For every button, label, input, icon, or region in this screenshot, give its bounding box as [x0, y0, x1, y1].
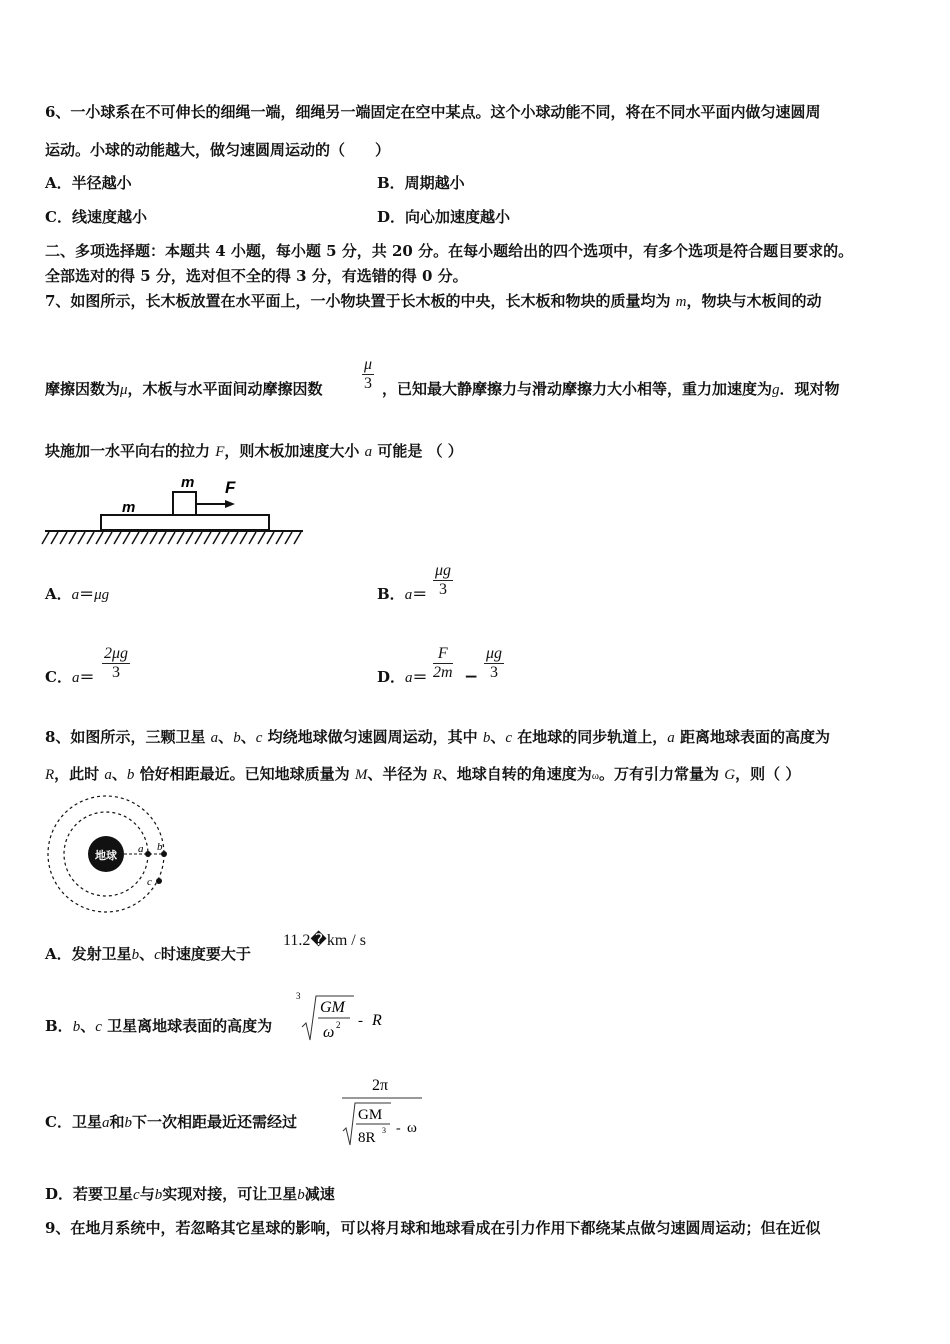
q7-board-block-figure [45, 470, 310, 550]
q6-stem-line1: 6、一小球系在不可伸长的细绳一端，细绳另一端固定在空中某点。这个小球动能不同，将在不同水平面内做匀速圆周 [45, 103, 821, 121]
b-denominator-exponent: 2 [336, 1020, 341, 1030]
q8-orbit-figure [44, 795, 184, 917]
q6-option-d: D．向心加速度越小 [377, 208, 511, 226]
q8-option-b: B．b、c 卫星离地球表面的高度为 [45, 1017, 273, 1035]
hatch-mark [258, 532, 265, 544]
long-board [101, 515, 269, 530]
label-a: a [138, 843, 144, 855]
hatch-mark [204, 532, 211, 544]
q7-option-d-minus: − [464, 667, 479, 687]
q6-option-b: B．周期越小 [377, 174, 465, 192]
q7-stem-line2-left: 摩擦因数为μ，木板与水平面间动摩擦因数 [45, 380, 323, 398]
b-denominator: ω [323, 1024, 335, 1041]
hatch-mark [114, 532, 121, 544]
hatch-mark [231, 532, 238, 544]
force-label: F [225, 478, 236, 497]
b-numerator: GM [320, 999, 345, 1016]
q7-fraction-mu-over-3: $\frac{\mu}{3}$ [364, 356, 373, 392]
section2-line2: 全部选对的得 5 分，选对但不全的得 3 分，有选错的得 0 分。 [45, 267, 468, 285]
earth-label: 地球 [95, 849, 117, 862]
label-c: c [147, 876, 152, 888]
q7-option-d-fraction1: $\frac{F}{2m}$ [433, 645, 453, 681]
hatch-mark [285, 532, 292, 544]
hatch-mark [168, 532, 175, 544]
q7-stem-line1: 7、如图所示，长木板放置在水平面上，一小物块置于长木板的中央，长木板和物块的质量均为 m，物块与木板间的动 [45, 292, 822, 310]
hatch-mark [294, 532, 301, 544]
hatch-mark [42, 532, 49, 544]
hatch-mark [60, 532, 67, 544]
q8-option-c-formula [340, 1073, 435, 1153]
hatch-mark [78, 532, 85, 544]
hatch-mark [276, 532, 283, 544]
hatch-mark [105, 532, 112, 544]
hatch-mark [222, 532, 229, 544]
force-arrow-head [225, 500, 235, 508]
label-b: b [157, 841, 163, 853]
q9-stem-line1: 9、在地月系统中，若忽略其它星球的影响，可以将月球和地球看成在引力作用下都绕某点做匀速圆周运动；但在近似 [45, 1219, 821, 1237]
hatch-mark [195, 532, 202, 544]
q8-option-c: C．卫星a和b下一次相距最近还需经过 [45, 1113, 297, 1131]
q8-stem-line2: R，此时 a、b 恰好相距最近。已知地球质量为 M、半径为 R、地球自转的角速度为ω。万有引力常量为 G，则（ ） [45, 765, 801, 783]
b-minus: - [358, 1013, 363, 1029]
q7-stem-line3: 块施加一水平向右的拉力 F，则木板加速度大小 a 可能是 （ ） [45, 442, 463, 460]
c-minus: - [396, 1121, 401, 1136]
hatch-mark [249, 532, 256, 544]
q7-stem-line2-right: ，已知最大静摩擦力与滑动摩擦力大小相等，重力加速度为g．现对物 [382, 380, 840, 398]
hatch-mark [267, 532, 274, 544]
q7-option-b: B．a＝ [377, 585, 428, 603]
q8-option-b-formula [296, 990, 396, 1050]
c-inner-exponent: 3 [382, 1126, 386, 1135]
c-inner-denominator: 8R [358, 1130, 376, 1146]
ground-hatching [42, 532, 301, 544]
section2-line1: 二、多项选择题：本题共 4 小题，每小题 5 分，共 20 分。在每小题给出的四个选项中，有多个选项是符合题目要求的。 [45, 242, 854, 260]
hatch-mark [213, 532, 220, 544]
c-inner-numerator: GM [358, 1107, 383, 1123]
c-numerator: 2π [372, 1077, 389, 1094]
hatch-mark [69, 532, 76, 544]
hatch-mark [186, 532, 193, 544]
hatch-mark [141, 532, 148, 544]
q8-option-d: D．若要卫星c与b实现对接，可让卫星b减速 [45, 1185, 335, 1203]
block-mass-label: m [181, 474, 195, 491]
q8-stem-line1: 8、如图所示，三颗卫星 a、b、c 均绕地球做匀速圆周运动，其中 b、c 在地球的同步轨道上，a 距离地球表面的高度为 [45, 728, 830, 746]
hatch-mark [96, 532, 103, 544]
hatch-mark [240, 532, 247, 544]
q7-option-c: C．a＝ [45, 668, 95, 686]
satellite-a [145, 851, 151, 857]
hatch-mark [132, 532, 139, 544]
q7-option-d: D．a＝ [377, 668, 428, 686]
hatch-mark [51, 532, 58, 544]
b-radius: R [372, 1012, 382, 1029]
q7-option-b-fraction: $\frac{\mu g}{3}$ [435, 562, 452, 598]
q7-option-d-fraction2: $\frac{\mu g}{3}$ [486, 645, 503, 681]
hatch-mark [123, 532, 130, 544]
satellite-c [156, 878, 162, 884]
q7-option-c-fraction: $\frac{2\mu g}{3}$ [104, 645, 129, 681]
q8-option-a: A．发射卫星b、c时速度要大于 [45, 945, 251, 963]
q7-option-a: A．a＝μg [45, 585, 110, 603]
hatch-mark [150, 532, 157, 544]
small-block [173, 492, 196, 515]
hatch-mark [177, 532, 184, 544]
q6-option-a: A．半径越小 [45, 174, 132, 192]
board-mass-label: m [122, 499, 136, 516]
q6-stem-line2: 运动。小球的动能越大，做匀速圆周运动的（ ） [45, 141, 391, 159]
c-omega: ω [407, 1120, 417, 1136]
hatch-mark [159, 532, 166, 544]
q6-option-c: C．线速度越小 [45, 208, 147, 226]
q8-option-a-speed: 11.2�km / s [283, 932, 366, 949]
hatch-mark [87, 532, 94, 544]
cube-root-index: 3 [296, 991, 301, 1001]
